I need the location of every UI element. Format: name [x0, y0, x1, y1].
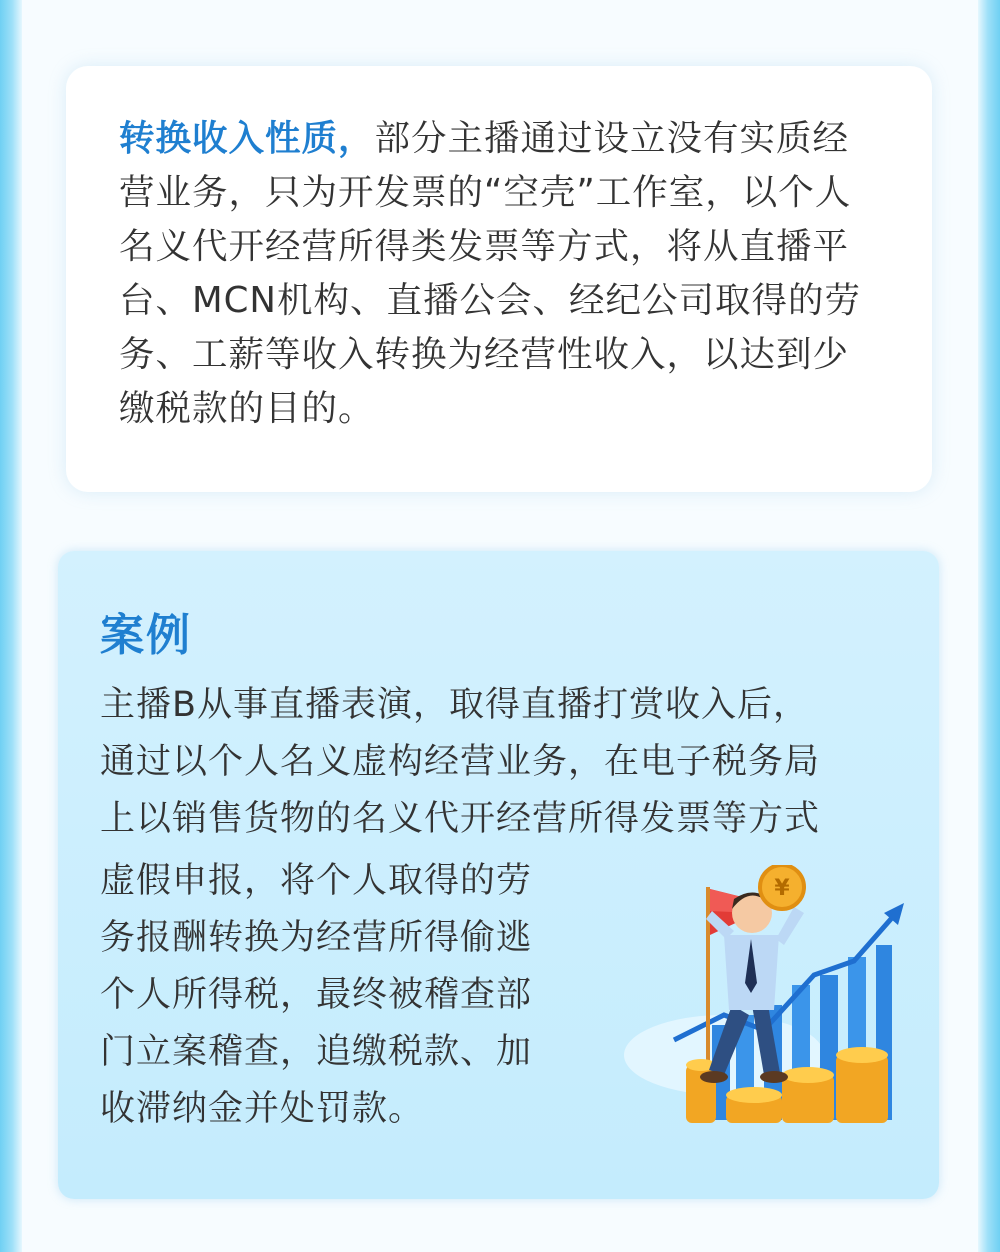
case-line: 收滞纳金并处罚款。 [100, 1089, 425, 1129]
coin-symbol: ¥ [774, 876, 790, 901]
case-line: 务报酬转换为经营所得偷逃 [100, 918, 533, 958]
case-card [58, 551, 939, 1199]
case-title: 案例 [100, 610, 192, 661]
info-body: 部分主播通过设立没有实质经营业务，只为开发票的“空壳”工作室，以个人名义代开经营所得类发票等方式，将从直播平台、MCN机构、直播公会、经纪公司取得的劳务、工薪等收入转换为经营性收入，以达到少缴税款的目的。 [119, 118, 861, 429]
case-line: 虚假申报，将个人取得的劳 [100, 861, 533, 901]
frame-border-right [978, 0, 1000, 1252]
case-line: 门立案稽查，追缴税款、加 [100, 1032, 533, 1072]
info-highlight: 转换收入性质， [119, 118, 375, 159]
case-line: 主播B从事直播表演，取得直播打赏收入后， [100, 685, 810, 725]
info-paragraph [119, 112, 879, 436]
info-card [66, 66, 932, 492]
case-line: 通过以个人名义虚构经营业务，在电子税务局 [100, 742, 821, 782]
case-line: 个人所得税，最终被稽查部 [100, 975, 533, 1015]
case-line: 上以销售货物的名义代开经营所得发票等方式 [100, 799, 821, 839]
frame-border-left [0, 0, 22, 1252]
businessman-with-coin-icon [614, 865, 904, 1141]
